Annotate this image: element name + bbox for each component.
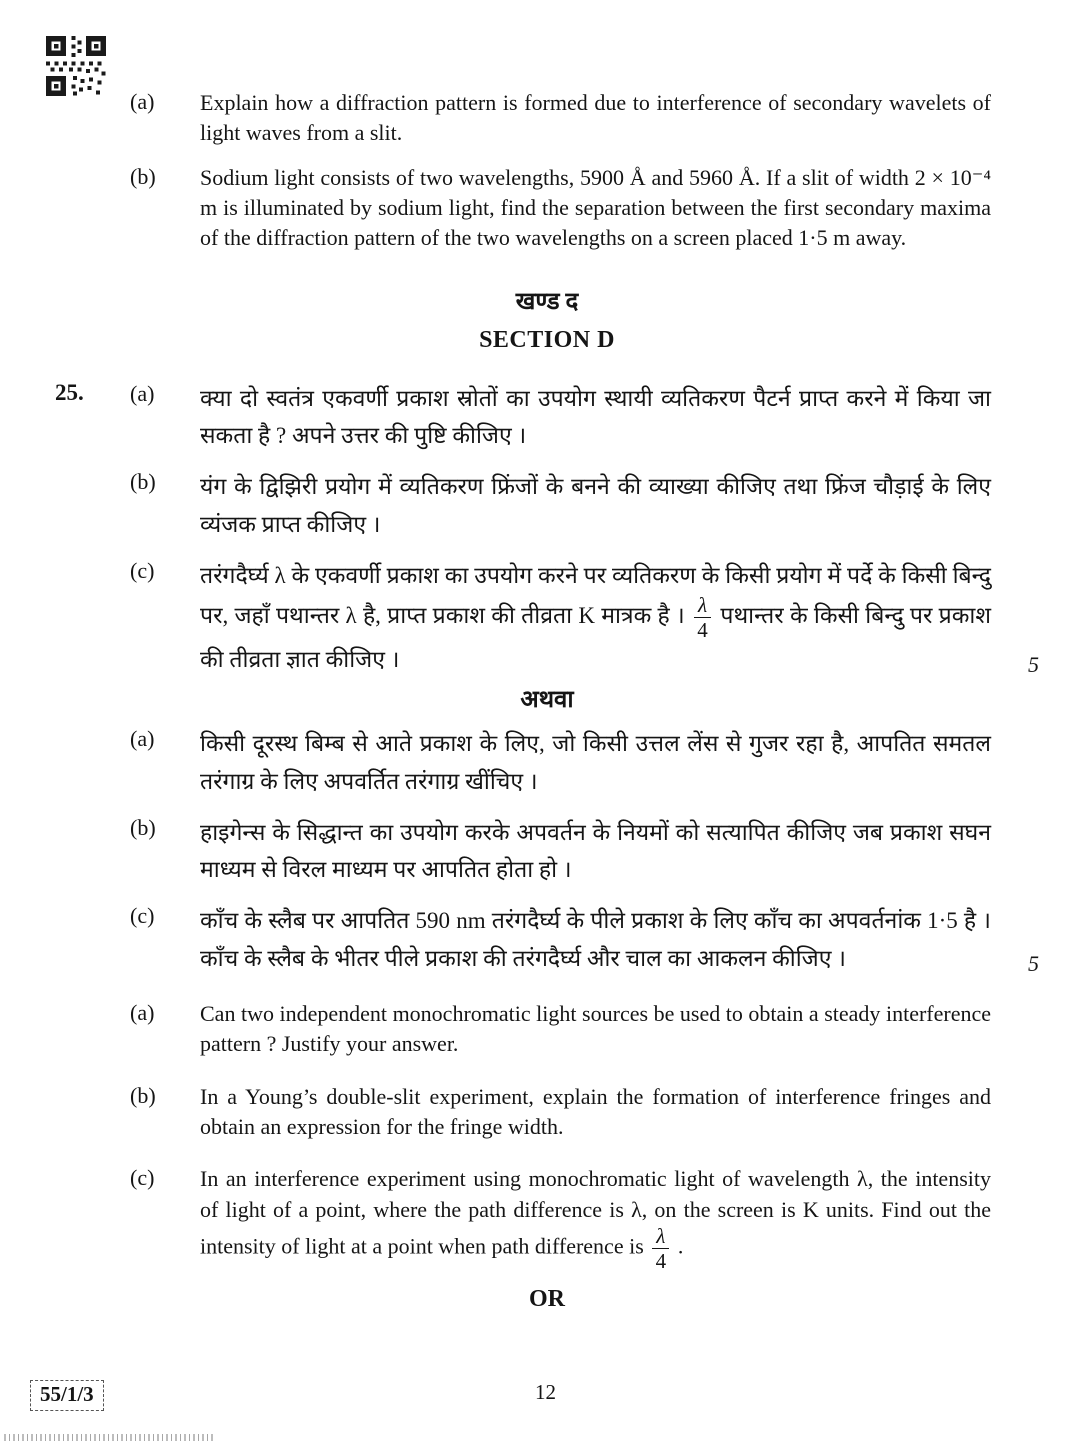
part-label: (b) xyxy=(130,814,156,840)
question-part xyxy=(55,380,1039,455)
question-number: 25. xyxy=(55,379,84,405)
part-text: यंग के द्विझिरी प्रयोग में व्यतिकरण फ्रिंजों के बनने की व्याख्या कीजिए तथा फ्रिंज चौड़ाई के लिए व्यंजक प्राप्त कीजिए । xyxy=(200,474,991,537)
qr-code xyxy=(46,36,106,96)
question-part xyxy=(55,468,1039,543)
part-label: (b) xyxy=(130,163,156,189)
part-text: Can two independent monochromatic light sources be used to obtain a steady interference pattern ? Justify your answer. xyxy=(200,1000,991,1057)
part-text-segment: तरंगदैर्घ्य λ के एकवर्णी प्रकाश का उपयोग करने पर व्यतिकरण के किसी प्रयोग में पर्दे के किसी बिन्दु पर, जहाँ पथान्तर λ है, प्राप्त प्रकाश की तीव्रता K मात्रक है । xyxy=(200,562,991,628)
part-text: क्या दो स्वतंत्र एकवर्णी प्रकाश स्रोतों का उपयोग स्थायी व्यतिकरण पैटर्न प्राप्त करने में किया जा सकता है ? अपने उत्तर की पुष्टि कीजिए । xyxy=(200,385,991,449)
part-text-segment: पथान्तर के किसी बिन्दु पर प्रकाश की तीव्रता ज्ञात कीजिए । xyxy=(200,602,992,673)
part-text: काँच के स्लैब पर आपतित 590 nm तरंगदैर्घ्य के पीले प्रकाश के लिए काँच का अपवर्तनांक 1·5 है । काँच के स्लैब के भीतर पीले प्रकाश की तरंगदैर्घ्य और चाल का आकलन कीजिए । xyxy=(200,908,991,971)
question-part xyxy=(55,725,1039,800)
lambda-over-4-fraction xyxy=(652,1225,669,1272)
part-label: (c) xyxy=(130,1165,155,1191)
question-part xyxy=(55,902,1039,977)
question-part xyxy=(55,557,1039,679)
question-part xyxy=(55,999,1039,1060)
page-number: 12 xyxy=(535,1380,556,1404)
fraction-numerator: λ xyxy=(652,1225,669,1249)
part-label: (a) xyxy=(130,380,155,406)
section-heading-hindi: खण्ड द xyxy=(515,288,579,315)
question-part xyxy=(55,88,1039,149)
part-label: (a) xyxy=(130,89,155,114)
part-label: (c) xyxy=(130,557,155,583)
question-part xyxy=(55,1082,1039,1143)
part-label: (b) xyxy=(130,1082,156,1108)
question-part xyxy=(55,814,1039,889)
part-label: (a) xyxy=(130,999,155,1025)
page-content xyxy=(55,88,1039,1313)
part-text: In a Young’s double-slit experiment, explain the formation of interference fringes and obtain an expression for the fringe width. xyxy=(200,1083,991,1139)
part-text xyxy=(200,557,991,679)
fraction-numerator: λ xyxy=(694,594,711,618)
question-part xyxy=(55,1164,1039,1272)
question-part xyxy=(55,163,1039,254)
part-text: किसी दूरस्थ बिम्ब से आते प्रकाश के लिए, जो किसी उत्तल लेंस से गुजर रहा है, आपतित समतल तरंगाग्र के लिए अपवर्तित तरंगाग्र खींचिए । xyxy=(200,731,991,794)
fraction-denominator: 4 xyxy=(697,618,708,643)
section-heading-english: SECTION D xyxy=(479,326,615,353)
part-text: Sodium light consists of two wavelengths, 5900 Å and 5960 Å. If a slit of width 2 × 10⁻⁴ m is illuminated by sodium light, find the separation between the first secondary maxima of the diffraction pattern of the two wavelengths on a screen placed 1·5 m away. xyxy=(200,164,991,251)
marks-value: 5 xyxy=(1028,950,1039,976)
part-text: हाइगेन्स के सिद्धान्त का उपयोग करके अपवर्तन के नियमों को सत्यापित कीजिए जब प्रकाश सघन माध्यम से विरल माध्यम पर आपतित होता हो । xyxy=(200,819,991,883)
part-label: (c) xyxy=(130,903,155,929)
or-label-hindi: अथवा xyxy=(520,687,574,714)
fraction-denominator: 4 xyxy=(655,1249,667,1274)
lambda-over-4-fraction xyxy=(694,594,711,641)
part-label: (b) xyxy=(130,469,156,495)
barcode xyxy=(4,1434,214,1441)
paper-code-badge: 55/1/3 xyxy=(30,1380,104,1411)
part-text-segment: . xyxy=(677,1233,684,1259)
part-text xyxy=(200,1164,991,1272)
marks-value: 5 xyxy=(1028,652,1039,678)
or-label-english: OR xyxy=(529,1286,565,1313)
part-text-segment: In an interference experiment using monochromatic light of wavelength λ, the intensity of light of a point, where the path difference is λ, on the screen is K units. Find out the intensity of light at a point when path difference is xyxy=(200,1166,991,1259)
part-label: (a) xyxy=(130,726,155,752)
part-text: Explain how a diffraction pattern is formed due to interference of secondary wavelets of light waves from a slit. xyxy=(200,90,991,146)
